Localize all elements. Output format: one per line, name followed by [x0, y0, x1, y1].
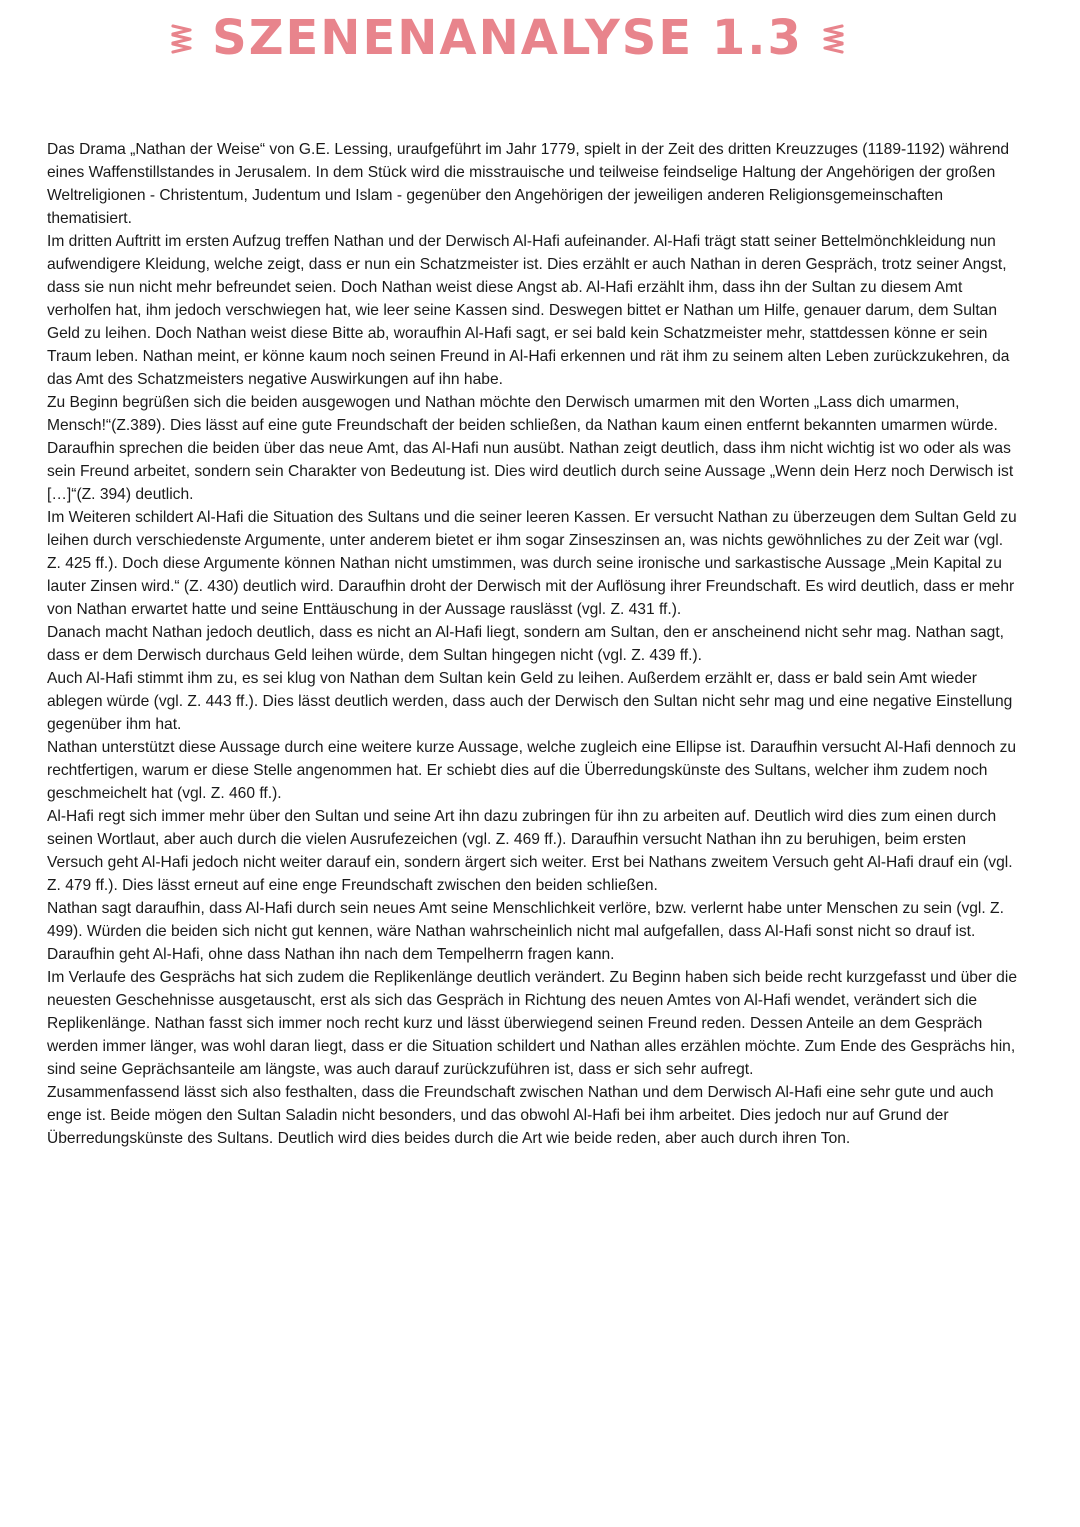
paragraph-sultan-situation: Im Weiteren schildert Al-Hafi die Situation des Sultans und die seiner leeren Kassen. Er versucht Nathan zu überzeugen dem Sultan Geld zu leihen durch verschiedenste Argumente, unter anderem bietet er ihm sogar Zinseszinsen an, was nichts gewöhnliches zu der Zeit war (vgl. Z. 425 ff.). Doch diese Argumente können Nathan nicht umstimmen, was durch seine ironische und sarkastische Aussage „Mein Kapital zu lauter Zinsen wird.“ (Z. 430) deutlich wird. Daraufhin droht der Derwisch mit der Auflösung ihrer Freundschaft. Es wird deutlich, dass er mehr von Nathan erwartet hatte und seine Enttäuschung in der Aussage rauslässt (vgl. Z. 431 ff.). — [47, 509, 1017, 618]
triple-chevron-left-icon — [817, 18, 847, 58]
paragraph-conclusion: Zusammenfassend lässt sich also festhalten, dass die Freundschaft zwischen Nathan und dem Derwisch Al-Hafi eine sehr gute und auch enge ist. Beide mögen den Sultan Saladin nicht besonders, und das obwohl Al-Hafi bei ihm arbeitet. Dies jedoch nur auf Grund der Überredungskünste des Sultans. Deutlich wird dies beides durch die Art wie beide reden, aber auch durch ihren Ton. — [47, 1084, 994, 1147]
page-header — [0, 10, 1015, 66]
paragraph-summary: Im dritten Auftritt im ersten Aufzug treffen Nathan und der Derwisch Al-Hafi aufeinander. Al-Hafi trägt statt seiner Bettelmönchkleidung nun aufwendigere Kleidung, welche zeigt, dass er nun ein Schatzmeister ist. Dies erzählt er auch Nathan in deren Gespräch, trotz seiner Angst, dass sie nun nicht mehr befreundet seien. Doch Nathan weist diese Angst ab. Al-Hafi erzählt ihm, dass ihn der Sultan zu diesem Amt verholfen hat, ihm jedoch verschwiegen hat, wie leer seine Kassen sind. Deswegen bittet er Nathan um Hilfe, genauer darum, dem Sultan Geld zu leihen. Doch Nathan weist diese Bitte ab, woraufhin Al-Hafi sagt, er sei bald kein Schatzmeister mehr, stattdessen könne er sein Traum leben. Nathan meint, er könne kaum noch seinen Freund in Al-Hafi erkennen und rät ihm zu seinem alten Leben zurückzukehren, da das Amt des Schatzmeisters negative Auswirkungen auf ihn habe. — [47, 233, 1010, 388]
triple-chevron-right-icon — [168, 18, 198, 58]
paragraph-humanity: Nathan sagt daraufhin, dass Al-Hafi durch sein neues Amt seine Menschlichkeit verlöre, bzw. verlernt habe unter Menschen zu sein (vgl. Z. 499). Würden die beiden sich nicht gut kennen, wäre Nathan wahrscheinlich nicht mal aufgefallen, dass Al-Hafi sonst nicht so drauf ist. Daraufhin geht Al-Hafi, ohne dass Nathan ihn nach dem Tempelherrn fragen kann. — [47, 900, 1004, 963]
paragraph-greeting: Zu Beginn begrüßen sich die beiden ausgewogen und Nathan möchte den Derwisch umarmen mit den Worten „Lass dich umarmen, Mensch!“(Z.389). Dies lässt auf eine gute Freundschaft der beiden schließen, da Nathan kaum einen entfernt bekannten umarmen würde. — [47, 394, 998, 434]
paragraph-al-hafi-upset: Al-Hafi regt sich immer mehr über den Sultan und seine Art ihn dazu zubringen für ihn zu arbeiten auf. Deutlich wird dies zum einen durch seinen Wortlaut, aber auch durch die vielen Ausrufezeichen (vgl. Z. 469 ff.). Daraufhin versucht Nathan ihn zu beruhigen, beim ersten Versuch geht Al-Hafi jedoch nicht weiter darauf ein, sondern ärgert sich weiter. Erst bei Nathans zweitem Versuch geht Al-Hafi drauf ein (vgl. Z. 479 ff.). Dies lässt erneut auf eine enge Freundschaft zwischen den beiden schließen. — [47, 808, 1013, 894]
paragraph-introduction: Das Drama „Nathan der Weise“ von G.E. Lessing, uraufgeführt im Jahr 1779, spielt in der Zeit des dritten Kreuzzuges (1189-1192) während eines Waffenstillstandes in Jerusalem. In dem Stück wird die misstrauische und teilweise feindselige Haltung der Angehörigen der großen Weltreligionen - Christentum, Judentum und Islam - gegenüber den Angehörigen der jeweiligen anderen Religionsgemeinschaften thematisiert. — [47, 141, 1010, 227]
paragraph-ellipse: Nathan unterstützt diese Aussage durch eine weitere kurze Aussage, welche zugleich eine Ellipse ist. Daraufhin versucht Al-Hafi dennoch zu rechtfertigen, warum er diese Stelle angenommen hat. Er schiebt dies auf die Überredungskünste des Sultans, welcher ihm zudem noch geschmeichelt hat (vgl. Z. 460 ff.). — [47, 739, 1017, 802]
paragraph-reply-length: Im Verlaufe des Gesprächs hat sich zudem die Replikenlänge deutlich verändert. Zu Beginn haben sich beide recht kurzgefasst und über die neuesten Geschehnisse ausgetauscht, erst als sich das Gespräch in Richtung des neuen Amtes von Al-Hafi wendet, verändert sich die Replikenlänge. Nathan fasst sich immer noch recht kurz und lässt überwiegend seinen Freund reden. Dessen Anteile an dem Gespräch werden immer länger, was wohl daran liegt, dass er die Situation schildert und Nathan alles erzählen möchte. Zum Ende des Gesprächs hin, sind seine Geprächsanteile am längste, was auch darauf zurückzuführen ist, dass er sich sehr aufregt. — [47, 969, 1017, 1078]
essay-body — [47, 138, 1017, 1150]
paragraph-al-hafi-agrees: Auch Al-Hafi stimmt ihm zu, es sei klug von Nathan dem Sultan kein Geld zu leihen. Außerdem erzählt er, dass er bald sein Amt wieder ablegen würde (vgl. Z. 443 ff.). Dies lässt deutlich werden, dass auch der Derwisch den Sultan nicht sehr mag und eine negative Einstellung gegenüber ihm hat. — [47, 670, 1013, 733]
paragraph-new-office: Daraufhin sprechen die beiden über das neue Amt, das Al-Hafi nun ausübt. Nathan zeigt deutlich, dass ihm nicht wichtig ist wo oder als was sein Freund arbeitet, sondern sein Charakter von Bedeutung ist. Dies wird deutlich durch seine Aussage „Wenn dein Herz noch Derwisch ist […]“(Z. 394) deutlich. — [47, 440, 1014, 503]
paragraph-nathan-refusal: Danach macht Nathan jedoch deutlich, dass es nicht an Al-Hafi liegt, sondern am Sultan, den er anscheinend nicht sehr mag. Nathan sagt, dass er dem Derwisch durchaus Geld leihen würde, dem Sultan hingegen nicht (vgl. Z. 439 ff.). — [47, 624, 1004, 664]
page-title: SZENENANALYSE 1.3 — [212, 10, 803, 66]
